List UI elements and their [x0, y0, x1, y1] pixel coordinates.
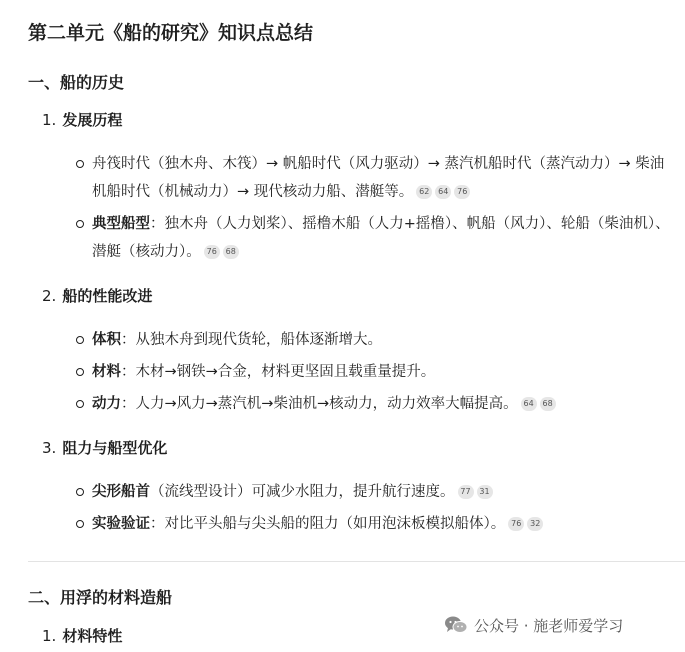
citation-badge[interactable]: 77: [458, 485, 474, 499]
list-item-text: [92, 510, 676, 538]
citation-badge[interactable]: 68: [223, 245, 239, 259]
list-item-text: [92, 150, 676, 206]
section-heading: 二、用浮的材料造船: [28, 588, 173, 607]
item-label: 材料: [92, 364, 121, 380]
list-item-text: [92, 478, 676, 506]
subsection-title: 船的性能改进: [62, 287, 153, 305]
citation-badge[interactable]: 76: [508, 517, 524, 531]
page-title: 第二单元《船的研究》知识点总结: [28, 22, 314, 44]
item-body: 舟筏时代（独木舟、木筏）→ 帆船时代（风力驱动）→ 蒸汽机船时代（蒸汽动力）→ 柴油机船时代（机械动力）→ 现代核动力船、潜艇等。: [92, 156, 665, 200]
list-item-text: [92, 326, 676, 354]
item-body: ：木材→钢铁→合金，材料更坚固且载重量提升。: [121, 364, 436, 380]
list-item: [76, 390, 676, 418]
section-divider: [28, 561, 685, 562]
list-item: [76, 510, 676, 538]
subsection-number: 1.: [42, 111, 57, 129]
subsection-number: 1.: [42, 627, 57, 645]
item-body: ：独木舟（人力划桨）、摇橹木船（人力+摇橹）、帆船（风力）、轮船（柴油机）、潜艇（核动力）。: [92, 216, 670, 260]
item-label: 尖形船首: [92, 484, 150, 500]
watermark: [444, 613, 623, 637]
section-heading: 一、船的历史: [28, 73, 125, 92]
list-item-text: [92, 358, 676, 386]
item-label: 动力: [92, 396, 121, 412]
list-item: [76, 326, 676, 354]
wechat-icon: [444, 615, 468, 635]
citation-badge[interactable]: 62: [416, 185, 432, 199]
bullet-circle-icon: [76, 400, 84, 408]
watermark-text: 公众号 · 施老师爱学习: [474, 616, 624, 635]
item-label: 实验验证: [92, 516, 150, 532]
item-label: 体积: [92, 332, 121, 348]
subsection-title: 材料特性: [62, 627, 123, 645]
item-body: （流线型设计）可减少水阻力，提升航行速度。: [150, 484, 455, 500]
subsection-heading: [42, 625, 122, 646]
list-item: [76, 150, 676, 206]
citation-badge[interactable]: 76: [204, 245, 220, 259]
citation-badge[interactable]: 32: [527, 517, 543, 531]
subsection-number: 3.: [42, 439, 57, 457]
citation-badge[interactable]: 31: [477, 485, 493, 499]
list-item: [76, 210, 676, 266]
citation-badge[interactable]: 64: [521, 397, 537, 411]
bullet-circle-icon: [76, 336, 84, 344]
subsection-title: 阻力与船型优化: [62, 439, 168, 457]
subsection-heading: [42, 109, 122, 130]
list-item-text: [92, 210, 676, 266]
bullet-circle-icon: [76, 220, 84, 228]
item-body: ：对比平头船与尖头船的阻力（如用泡沫板模拟船体）。: [150, 516, 506, 532]
citation-badge[interactable]: 64: [435, 185, 451, 199]
bullet-circle-icon: [76, 520, 84, 528]
bullet-circle-icon: [76, 160, 84, 168]
item-body: ：从独木舟到现代货轮，船体逐渐增大。: [121, 332, 382, 348]
subsection-heading: [42, 285, 152, 306]
citation-badge[interactable]: 76: [454, 185, 470, 199]
bullet-circle-icon: [76, 368, 84, 376]
citation-badge[interactable]: 68: [540, 397, 556, 411]
subsection-title: 发展历程: [62, 111, 123, 129]
item-label: 典型船型: [92, 216, 150, 232]
bullet-circle-icon: [76, 488, 84, 496]
subsection-number: 2.: [42, 287, 57, 305]
list-item: [76, 478, 676, 506]
item-body: ：人力→风力→蒸汽机→柴油机→核动力，动力效率大幅提高。: [121, 396, 518, 412]
subsection-heading: [42, 437, 167, 458]
list-item-text: [92, 390, 676, 418]
list-item: [76, 358, 676, 386]
